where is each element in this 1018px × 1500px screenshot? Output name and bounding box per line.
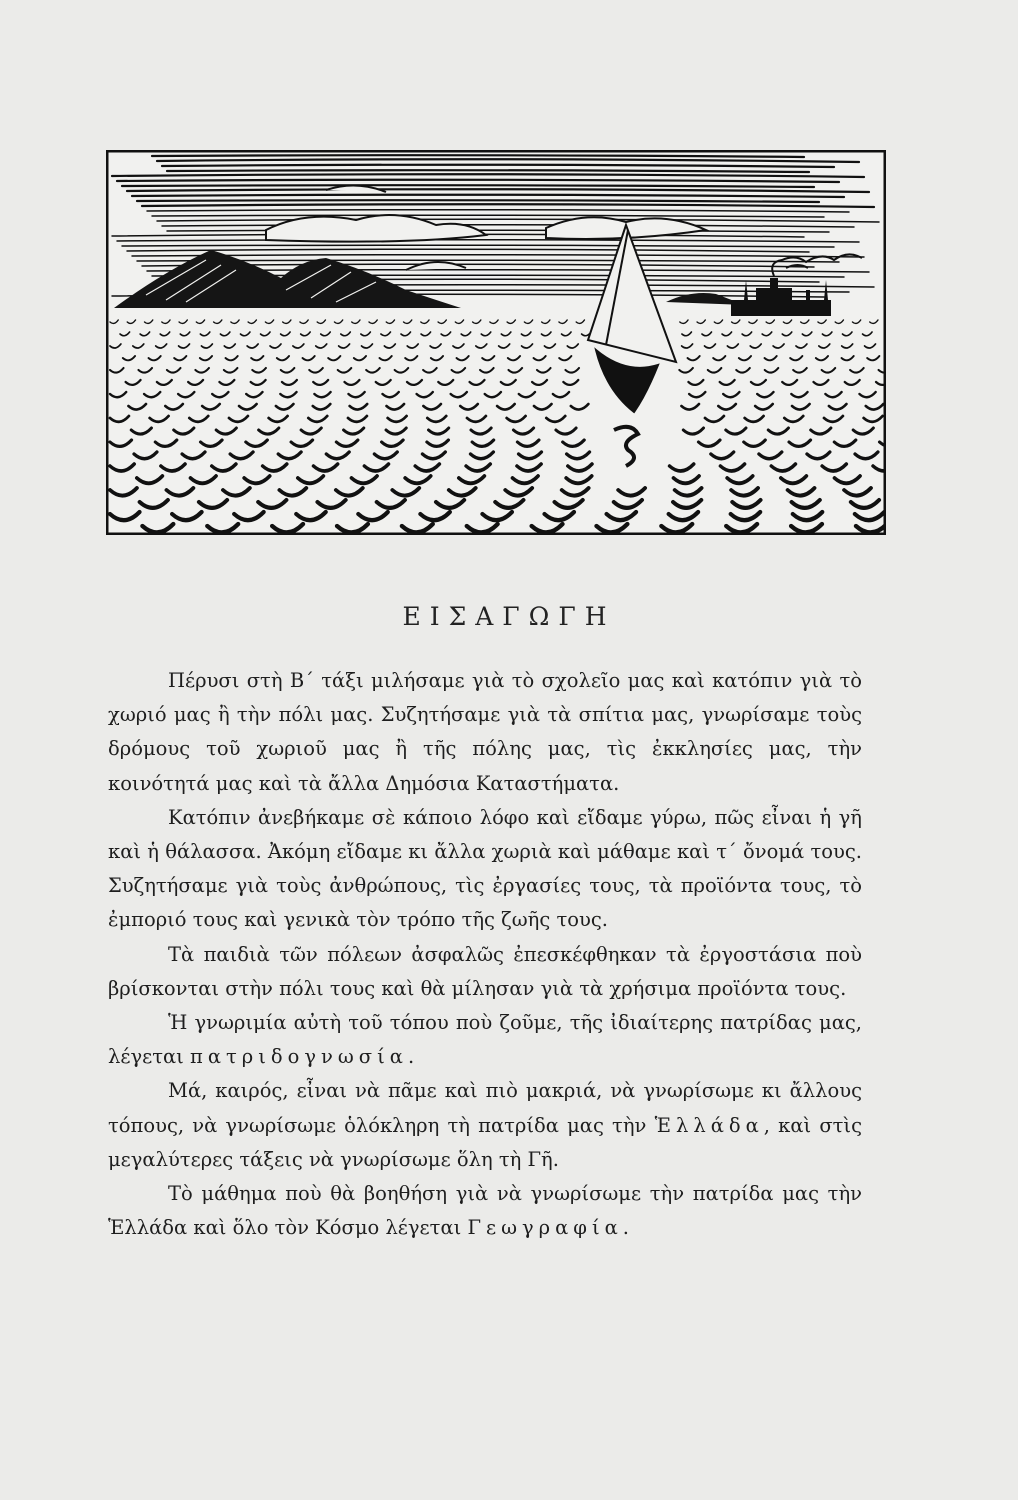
paragraph-text: , καὶ στὶς μεγαλύτερες τάξεις νὰ γνωρίσωμε ὅλη τὴ Γῆ. bbox=[108, 1113, 863, 1171]
paragraph: Κατόπιν ἀνεβήκαμε σὲ κάποιο λόφο καὶ εἴδαμε γύρω, πῶς εἶναι ἡ γῆ καὶ ἡ θάλασσα. Ἀκόμη εἴδαμε κι ἄλλα χωριὰ καὶ μάθαμε καὶ τ΄ ὄνομά τους. Συζητήσαμε γιὰ τοὺς ἀνθρώπους, τὶς ἐργασίες τους, τὰ προϊόντα τους, τὸ ἐμποριό τους καὶ γενικὰ τὸν τρόπο τῆς ζωῆς τους. bbox=[108, 805, 862, 932]
emphasized-term: πατριδογνωσία bbox=[190, 1045, 408, 1069]
paragraph-text: Τὸ μάθημα ποὺ θὰ βοηθήση γιὰ νὰ γνωρίσωμε τὴν πατρίδα μας τὴν Ἑλλάδα καὶ ὅλο τὸν Κόσμο λέγεται bbox=[108, 1182, 862, 1240]
paragraph: Τὰ παιδιὰ τῶν πόλεων ἀσφαλῶς ἐπεσκέφθηκαν τὰ ἐργοστάσια ποὺ βρίσκονται στὴν πόλι τους καὶ θὰ μίλησαν γιὰ τὰ χρήσιμα προϊόντα τους. bbox=[108, 942, 862, 1000]
paragraph-text: . bbox=[622, 1216, 629, 1240]
emphasized-term: Ἑλλάδα bbox=[654, 1113, 764, 1137]
paragraph bbox=[108, 1074, 862, 1177]
emphasized-term: Γεωγραφία bbox=[467, 1216, 623, 1240]
paragraph: Πέρυσι στὴ Β΄ τάξι μιλήσαμε γιὰ τὸ σχολεῖο μας καὶ κατόπιν γιὰ τὸ χωριό μας ἢ τὴν πόλι μας. Συζητήσαμε γιὰ τὰ σπίτια μας, γνωρίσαμε τοὺς δρόμους τοῦ χωριοῦ μας ἢ τῆς πόλης μας, τὶς ἐκκλησίες μας, τὴν κοινότητά μας καὶ τὰ ἄλλα Δημόσια Καταστήματα. bbox=[108, 669, 862, 795]
body-text bbox=[108, 664, 862, 1245]
paragraph bbox=[108, 1177, 862, 1245]
paragraph-text: Μά, καιρός, εἶναι νὰ πᾶμε καὶ πιὸ μακριά, νὰ γνωρίσωμε κι ἄλλους τόπους, νὰ γνωρίσωμε ὁλόκληρη τὴ πατρίδα μας τὴν bbox=[108, 1079, 862, 1137]
paragraph-text: . bbox=[407, 1045, 415, 1069]
paragraph-text: Ἡ γνωριμία αὐτὴ τοῦ τόπου ποὺ ζοῦμε, τῆς ἰδιαίτερης πατρίδας μας, λέγεται bbox=[108, 1011, 862, 1069]
chapter-title: ΕΙΣΑΓΩΓΗ bbox=[402, 602, 616, 631]
paragraph bbox=[108, 1006, 862, 1074]
seascape-illustration bbox=[106, 150, 886, 535]
